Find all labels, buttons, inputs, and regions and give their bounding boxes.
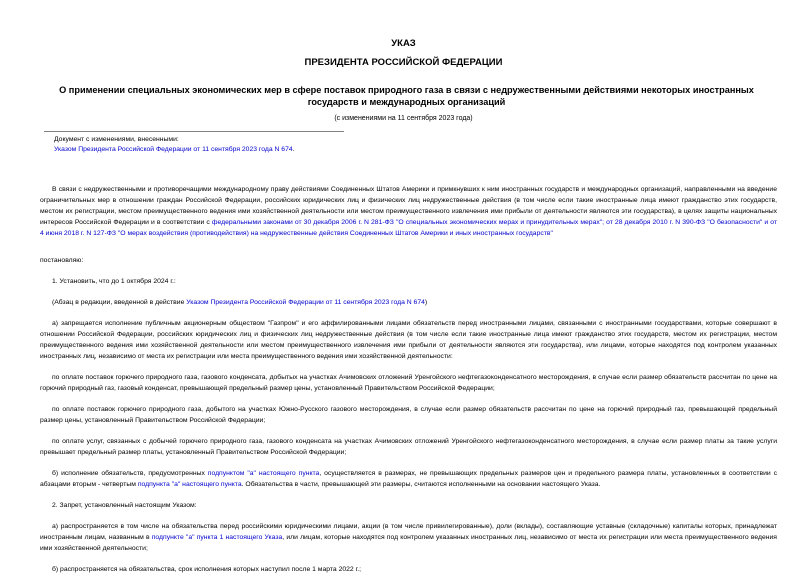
subparagraph-a-link-2[interactable]: подпункта "а" настоящего пункта xyxy=(137,481,242,488)
clause-2: 2. Запрет, установленный настоящим Указом: xyxy=(52,502,197,509)
subclause-1b-text-a: б) исполнение обязательств, предусмотренных xyxy=(52,470,208,477)
subclause-1a-item-3: по оплате услуг, связанных с добычей горючего природного газа, газового конденсата на участках Ачимовских отложений Уренгойского нефтегазоконденсатного месторождения, в случае если размер платы за такие услуги превышает предельный размер платы, установленный Правительством Российской Федерации; xyxy=(40,438,777,456)
amendments-label: Документ с изменениями, внесенными: xyxy=(54,136,179,143)
preamble-text: В связи с недружественными и противоречащими международному праву действиями Соединенных Штатов Америки и примкнувших к ним иностранных государств и международных организаций, направленными на введение ограничительных мер в отношении граждан Российской Федерации, российских юридических лиц и физических лиц недружественные действия (в том числе если такие иностранные лица имеют гражданство этих государств, местом их регистрации, местом преимущественного ведения ими хозяйственной деятельности или местом преимущественного извлечения ими прибыли от деятельности являются эти государства), в целях защиты национальных интересов Российской Федерации и в соответствии с xyxy=(40,186,777,226)
clause-1a-link[interactable]: подпункте "а" пункта 1 настоящего Указа xyxy=(151,534,283,541)
subclause-2a-text-a: а) распространяется в том числе на обязательства перед российскими юридическими лицами, акции (в том числе привилегированные), доли (вклады), составляющие уставные (складочные) капиталы которых, принадлежат иностранным лицам, названным в xyxy=(40,523,777,541)
amendments-note xyxy=(44,131,344,155)
subclause-2b: б) распространяется на обязательства, срок исполнения которых наступил после 1 марта 2022 г.; xyxy=(52,566,362,573)
subclause-1a: а) запрещается исполнение публичным акционерным обществом "Газпром" и его аффилированными лицами обязательств перед иностранными лицами, связанными с иностранными государствами, которые совершают в отношении Российской Федерации, российских юридических лиц и физических лиц недружественные действия (в том числе если такие иностранные лица имеют гражданство этих государств, местом их регистрации, местом преимущественного ведения ими хозяйственной деятельности или местом преимущественного извлечения ими прибыли от деятельности являются эти государства), или лицами, которые находятся под контролем указанных иностранных лиц, независимо от места их регистрации или места преимущественного ведения ими хозяйственной деятельности: xyxy=(40,320,777,360)
edition-note-close: ) xyxy=(424,299,428,306)
federal-laws-link[interactable]: федеральными законами от 30 декабря 2006 г. N 281-ФЗ "О специальных экономических мерах и принудительных мерах"; от 28 декабря 2010 г. N 390-ФЗ "О безопасности" и от 4 июня 2018 г. N 127-ФЗ "О мерах воздействия (противодействия) на недружественные действия Соединенных Штатов Америки и иных иностранных государств" xyxy=(40,219,777,237)
edition-note-text: (Абзац в редакции, введенной в действие xyxy=(52,299,187,306)
subparagraph-a-link-1[interactable]: подпунктом "а" настоящего пункта xyxy=(207,470,320,477)
clause-1-amendment-link[interactable]: Указом Президента Российской Федерации от 11 сентября 2023 года N 674 xyxy=(186,299,425,306)
decree-word: постановляю: xyxy=(40,257,84,264)
document-issuer: ПРЕЗИДЕНТА РОССИЙСКОЙ ФЕДЕРАЦИИ xyxy=(304,57,503,68)
edition-note: (с изменениями на 11 сентября 2023 года) xyxy=(334,115,473,122)
preamble-paragraph xyxy=(40,184,777,239)
subclause-1b xyxy=(40,468,777,490)
document-heading: О применении специальных экономических мер в сфере поставок природного газа в связи с недружественными действиями некоторых иностранных государств и международных организаций xyxy=(59,85,754,107)
clause-1: 1. Установить, что до 1 октября 2024 г.: xyxy=(52,278,176,285)
document-body xyxy=(40,184,777,575)
subclause-1a-item-1: по оплате поставок горючего природного газа, газового конденсата, добытых на участках Ачимовских отложений Уренгойского нефтегазоконденсатного месторождения, в случае если размер обязательств рассчитан по цене на горючий природный газ, газовый конденсат, превышающей предельный размер цены, установленный Правительством Российской Федерации; xyxy=(40,374,777,392)
subclause-1b-text-b: , осуществляется в размерах, не превышающих предельных размеров цен и предельного размера платы, установленных в соответствии с абзацами вторым - четвертым xyxy=(40,470,777,488)
amendments-tail: . xyxy=(292,146,295,153)
subclause-2a xyxy=(40,521,777,554)
subclause-2a-text-b: , или лицам, которые находятся под контролем указанных иностранных лиц, независимо от места их регистрации или места преимущественного ведения ими хозяйственной деятельности; xyxy=(40,534,777,552)
clause-1-edition-note xyxy=(40,297,777,308)
subclause-1b-text-c: . Обязательства в части, превышающей эти размеры, считаются исполненными на основании настоящего Указа. xyxy=(241,481,601,488)
document-type-title: УКАЗ xyxy=(391,38,416,49)
amendment-decree-link[interactable]: Указом Президента Российской Федерации от 11 сентября 2023 года N 674 xyxy=(54,146,293,153)
subclause-1a-item-2: по оплате поставок горючего природного газа, добытого на участках Южно-Русского газового месторождения, в случае если размер обязательств рассчитан по цене на горючий природный газ, превышающей предельный размер цены, установленный Правительством Российской Федерации; xyxy=(40,406,777,424)
